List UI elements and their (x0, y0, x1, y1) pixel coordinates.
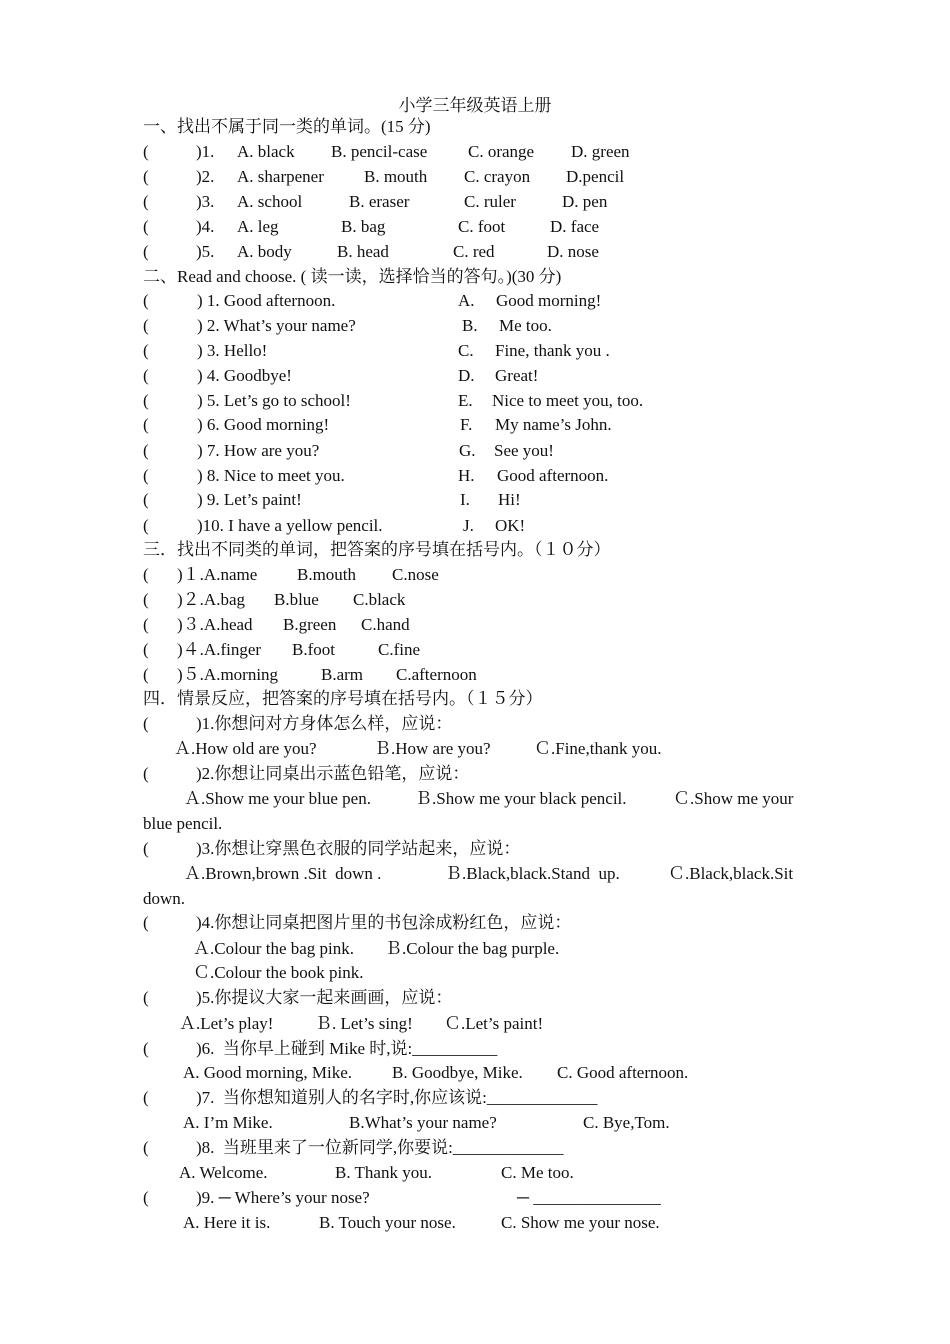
option-c: Ｃ.Fine,thank you. (534, 739, 662, 758)
answer-paren[interactable]: ( (143, 640, 149, 659)
option-c: C. Bye,Tom. (583, 1113, 670, 1132)
page-title: 小学三年级英语上册 (398, 96, 552, 115)
option-c: C.hand (361, 615, 410, 634)
option-c-continued: down. (143, 889, 186, 908)
question-text: ) 3. Hello! (197, 341, 268, 360)
answer-paren[interactable]: ( (143, 839, 149, 858)
option-b: B.foot (292, 640, 335, 659)
answer-text: Hi! (498, 490, 521, 509)
question-number: )4. (196, 217, 215, 236)
option-a: Ａ.Let’s play! (179, 1014, 274, 1033)
answer-text: Good afternoon. (497, 466, 609, 485)
option-b: B.blue (274, 590, 319, 609)
option-c: C. Good afternoon. (557, 1063, 689, 1082)
question-text: )7. 当你想知道别人的名字时,你应该说:_____________ (196, 1088, 598, 1107)
answer-letter: I. (460, 490, 470, 509)
answer-paren[interactable]: ( (143, 590, 149, 609)
option-c: C. Show me your nose. (501, 1213, 660, 1232)
answer-paren[interactable]: ( (143, 192, 149, 211)
option-c: C.nose (392, 565, 439, 584)
option-c: C.afternoon (396, 665, 477, 684)
answer-paren[interactable]: ( (143, 988, 149, 1007)
option-a: )１.A.name (177, 565, 258, 584)
answer-paren[interactable]: ( (143, 366, 149, 385)
option-a: Ａ.Brown,brown .Sit down . (184, 864, 382, 883)
answer-letter: C. (458, 341, 474, 360)
option-a: A. Here it is. (183, 1213, 271, 1232)
answer-paren[interactable]: ( (143, 1039, 149, 1058)
option-c: C.black (353, 590, 406, 609)
option-c: Ｃ.Let’s paint! (444, 1014, 544, 1033)
option-b: B. Thank you. (335, 1163, 432, 1182)
option-a: )３.A.head (177, 615, 253, 634)
answer-paren[interactable]: ( (143, 466, 149, 485)
answer-paren[interactable]: ( (143, 341, 149, 360)
question-text: )9. ─ Where’s your nose? (196, 1188, 370, 1207)
option-a: )４.A.finger (177, 640, 262, 659)
answer-letter: F. (460, 415, 473, 434)
answer-paren[interactable]: ( (143, 1188, 149, 1207)
answer-paren[interactable]: ( (143, 391, 149, 410)
answer-paren[interactable]: ( (143, 615, 149, 634)
answer-paren[interactable]: ( (143, 291, 149, 310)
option-a: )５.A.morning (177, 665, 279, 684)
section-3-heading: 三．找出不同类的单词，把答案的序号填在括号内。（１０分） (143, 540, 611, 559)
answer-text: OK! (495, 516, 526, 535)
answer-text: Good morning! (496, 291, 602, 310)
answer-paren[interactable]: ( (143, 565, 149, 584)
answer-paren[interactable]: ( (143, 913, 149, 932)
option-a: A. Good morning, Mike. (183, 1063, 353, 1082)
question-text: ) 9. Let’s paint! (197, 490, 302, 509)
option-c: C. foot (458, 217, 506, 236)
question-text: )10. I have a yellow pencil. (197, 516, 383, 535)
question-number: )2. (196, 167, 215, 186)
question-text: )1.你想问对方身体怎么样，应说： (196, 714, 453, 733)
answer-paren[interactable]: ( (143, 217, 149, 236)
option-b: B. mouth (364, 167, 428, 186)
option-d: D. pen (562, 192, 608, 211)
option-a: A. leg (237, 217, 279, 236)
answer-letter: J. (463, 516, 474, 535)
answer-paren[interactable]: ( (143, 516, 149, 535)
section-4-heading: 四．情景反应，把答案的序号填在括号内。（１５分） (143, 689, 543, 708)
answer-letter: B. (462, 316, 478, 335)
answer-paren[interactable]: ( (143, 415, 149, 434)
option-b: Ｂ.Black,black.Stand up. (445, 864, 620, 883)
question-text: )5.你提议大家一起来画画，应说： (196, 988, 453, 1007)
reply-blank[interactable]: ─ _______________ (517, 1188, 661, 1207)
option-c: C. Me too. (501, 1163, 574, 1182)
question-text: )4.你想让同桌把图片里的书包涂成粉红色，应说： (196, 913, 572, 932)
option-b: Ｂ.Colour the bag purple. (385, 939, 560, 958)
answer-paren[interactable]: ( (143, 142, 149, 161)
answer-text: Fine, thank you . (495, 341, 610, 360)
option-c: C. crayon (464, 167, 531, 186)
option-a: A. sharpener (237, 167, 324, 186)
question-text: ) 4. Goodbye! (197, 366, 292, 385)
option-a: A. Welcome. (179, 1163, 268, 1182)
option-d: D.pencil (566, 167, 625, 186)
option-c: Ｃ.Black,black.Sit (668, 864, 794, 883)
option-b: B.green (283, 615, 337, 634)
answer-text: Great! (495, 366, 539, 385)
question-number: )1. (196, 142, 215, 161)
answer-text: My name’s John. (495, 415, 612, 434)
answer-paren[interactable]: ( (143, 714, 149, 733)
option-a: A. I’m Mike. (183, 1113, 273, 1132)
option-b: Ｂ.Show me your black pencil. (415, 789, 627, 808)
answer-paren[interactable]: ( (143, 441, 149, 460)
question-text: )8. 当班里来了一位新同学,你要说:_____________ (196, 1138, 564, 1157)
answer-letter: G. (459, 441, 476, 460)
question-number: )3. (196, 192, 215, 211)
question-text: ) 7. How are you? (197, 441, 320, 460)
option-b: Ｂ. Let’s sing! (315, 1014, 413, 1033)
option-c-continued: blue pencil. (143, 814, 223, 833)
option-a: Ａ.Show me your blue pen. (184, 789, 371, 808)
answer-letter: D. (458, 366, 475, 385)
answer-paren[interactable]: ( (143, 316, 149, 335)
option-d: D. nose (547, 242, 599, 261)
option-b: B. pencil-case (331, 142, 428, 161)
option-d: D. face (550, 217, 600, 236)
answer-paren[interactable]: ( (143, 242, 149, 261)
answer-text: See you! (494, 441, 554, 460)
option-b: B. eraser (349, 192, 410, 211)
option-a: A. black (237, 142, 295, 161)
option-a: A. school (237, 192, 303, 211)
question-text: )2.你想让同桌出示蓝色铅笔，应说： (196, 764, 470, 783)
answer-paren[interactable]: ( (143, 1088, 149, 1107)
option-c: C. red (453, 242, 495, 261)
option-a: Ａ.Colour the bag pink. (193, 939, 355, 958)
option-b: B.mouth (297, 565, 357, 584)
question-number: )5. (196, 242, 215, 261)
option-c: C. orange (468, 142, 535, 161)
question-text: ) 5. Let’s go to school! (197, 391, 351, 410)
option-b: B. Touch your nose. (319, 1213, 456, 1232)
answer-paren[interactable]: ( (143, 167, 149, 186)
option-b: B. Goodbye, Mike. (392, 1063, 523, 1082)
section-2-heading: 二、Read and choose. ( 读一读，选择恰当的答句。)(30 分) (143, 267, 562, 286)
answer-text: Nice to meet you, too. (492, 391, 644, 410)
answer-letter: E. (458, 391, 473, 410)
option-a: )２.A.bag (177, 590, 245, 609)
question-text: ) 8. Nice to meet you. (197, 466, 345, 485)
answer-paren[interactable]: ( (143, 764, 149, 783)
option-d: D. green (571, 142, 630, 161)
question-text: )3.你想让穿黑色衣服的同学站起来，应说： (196, 839, 521, 858)
option-c: C. ruler (464, 192, 516, 211)
option-b: B.arm (321, 665, 364, 684)
option-a: A. body (237, 242, 292, 261)
option-a: Ａ.How old are you? (174, 739, 317, 758)
option-c: Ｃ.Show me your (673, 789, 794, 808)
answer-paren[interactable]: ( (143, 665, 149, 684)
answer-text: Me too. (499, 316, 552, 335)
option-b: B. bag (341, 217, 386, 236)
option-c: C.fine (378, 640, 421, 659)
option-b: Ｂ.How are you? (374, 739, 491, 758)
answer-paren[interactable]: ( (143, 1138, 149, 1157)
answer-letter: A. (458, 291, 475, 310)
question-text: )6. 当你早上碰到 Mike 时,说:__________ (196, 1039, 498, 1058)
question-text: ) 1. Good afternoon. (197, 291, 336, 310)
section-1-heading: 一、找出不属于同一类的单词。(15 分) (143, 117, 431, 136)
option-b: B. head (337, 242, 389, 261)
option-b: B.What’s your name? (349, 1113, 497, 1132)
answer-letter: H. (458, 466, 475, 485)
question-text: ) 6. Good morning! (197, 415, 330, 434)
answer-paren[interactable]: ( (143, 490, 149, 509)
question-text: ) 2. What’s your name? (197, 316, 356, 335)
option-c: Ｃ.Colour the book pink. (193, 963, 364, 982)
